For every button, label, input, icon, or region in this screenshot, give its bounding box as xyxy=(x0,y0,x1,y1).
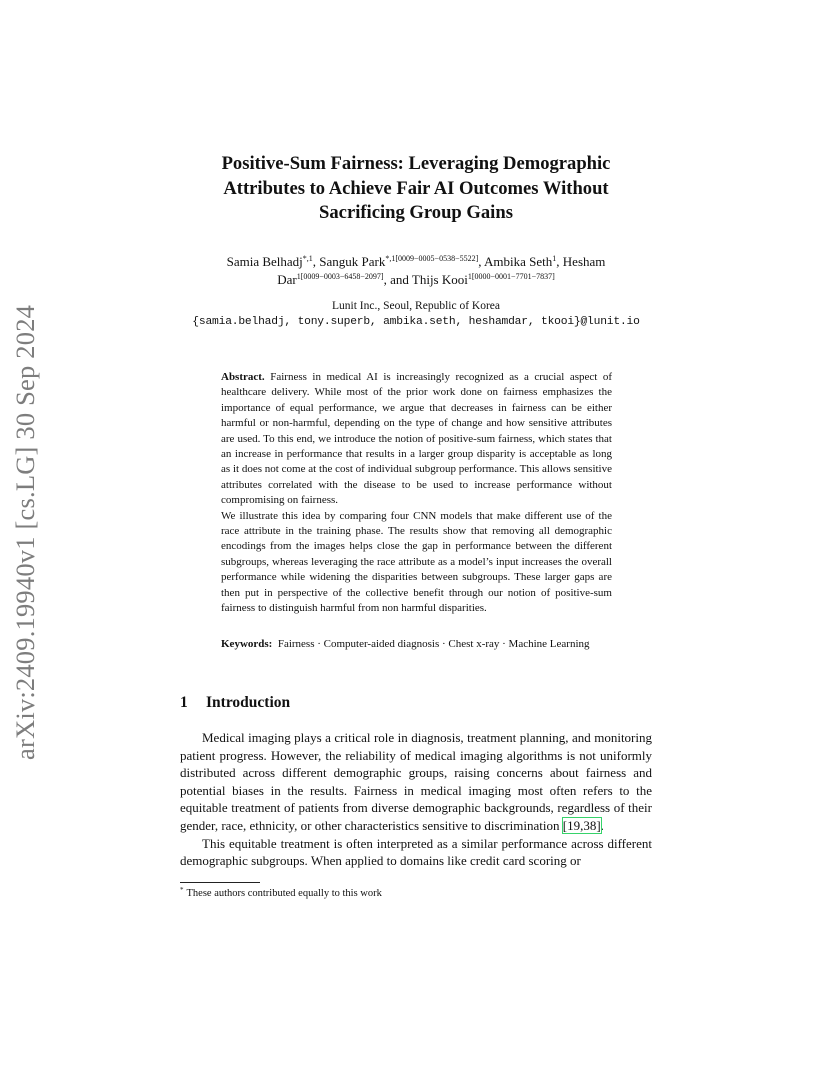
author-name: , Hesham Dar xyxy=(277,254,606,287)
author-emails: {samia.belhadj, tony.superb, ambika.seth, heshamdar, tkooi}@lunit.io xyxy=(192,316,640,328)
affiliation: Lunit Inc., Seoul, Republic of Korea xyxy=(332,300,500,312)
author-orcid-mark: 1[0000−0001−7701−7837] xyxy=(467,272,555,281)
abstract-label: Abstract. xyxy=(221,371,265,383)
footnote-rule xyxy=(180,882,260,883)
section-heading xyxy=(180,694,290,712)
citation-link[interactable]: [19,38] xyxy=(562,817,601,833)
citation-number[interactable]: 38 xyxy=(583,817,597,833)
title-line: Positive-Sum Fairness: Leveraging Demographic xyxy=(221,153,611,174)
author-orcid-mark: 1[0009−0003−6458−2097] xyxy=(296,272,384,281)
author-affiliation-mark: 1 xyxy=(552,254,557,263)
title-line: Attributes to Achieve Fair AI Outcomes Without xyxy=(223,177,609,199)
author-name: , Ambika Seth xyxy=(478,254,553,269)
arxiv-identifier[interactable]: arXiv:2409.19940v1 [cs.LG] 30 Sep 2024 xyxy=(10,304,40,760)
abstract-paragraph: Fairness in medical AI is increasingly recognized as a crucial aspect of healthcare delivery. While most of the prior work done on fairness emphasizes the importance of equal performance, we argue that decreases in fairness can be either harmful or non-harmful, depending on the type of change and how sensitive attributes are used. To this end, we introduce the notion of positive-sum fairness, which states that an increase in performance that results in a larger group disparity is acceptable as long as it does not come at the cost of individual subgroup performance. This allows sensitive attributes correlated with the disease to be used to increase performance without compromising on fairness. xyxy=(221,371,612,507)
author-name: , and Thijs Kooi xyxy=(383,272,468,287)
author-list xyxy=(180,253,652,289)
citation-separator: , xyxy=(580,817,584,833)
footnote xyxy=(180,886,382,899)
author-orcid-mark: *,1[0009−0005−0538−5522] xyxy=(385,254,479,263)
footnote-text: These authors contributed equally to this work xyxy=(186,888,382,899)
section-number: 1 xyxy=(180,694,188,711)
author-name: Samia Belhadj xyxy=(226,254,303,269)
abstract-paragraph: We illustrate this idea by comparing four CNN models that make different use of the race attribute in the training phase. The results show that removing all demographic encodings from the images helps close the gap in performance between the different subgroups, whereas leveraging the race attribute as a model’s input increases the overall performance while widening the disparities between subgroups. These larger gaps are then put in perspective of the collective benefit through our notion of positive-sum fairness to distinguish harmful from non harmful disparities. xyxy=(221,509,612,615)
footnote-mark: * xyxy=(180,886,184,894)
intro-text: Medical imaging plays a critical role in diagnosis, treatment planning, and monitoring patient progress. However, the reliability of medical imaging algorithms is not uniformly distributed across different demographic groups, raising concerns about fairness and potential biases in the results. Fairness in medical imaging most often refers to the equitable treatment of patients from diverse demographic backgrounds, regardless of their gender, race, ethnicity, or other characteristics sensitive to discrimination xyxy=(180,730,652,833)
keywords-text: Fairness · Computer-aided diagnosis · Chest x-ray · Machine Learning xyxy=(277,638,590,650)
keywords-label: Keywords: xyxy=(221,638,273,650)
affiliation-block xyxy=(180,298,652,330)
author-name: , Sanguk Park xyxy=(312,254,386,269)
intro-paragraph xyxy=(180,729,652,835)
paper-title xyxy=(180,152,652,226)
section-title: Introduction xyxy=(206,694,291,711)
intro-body xyxy=(180,729,652,870)
title-line: Sacrificing Group Gains xyxy=(319,202,513,223)
author-affiliation-mark: *,1 xyxy=(302,254,313,263)
intro-paragraph: This equitable treatment is often interpreted as a similar performance across different demographic subgroups. When applied to domains like credit card scoring or xyxy=(180,835,652,869)
abstract xyxy=(221,370,612,617)
citation-number[interactable]: 19 xyxy=(567,817,581,833)
keywords xyxy=(221,637,612,652)
sentence-end: . xyxy=(600,817,604,833)
